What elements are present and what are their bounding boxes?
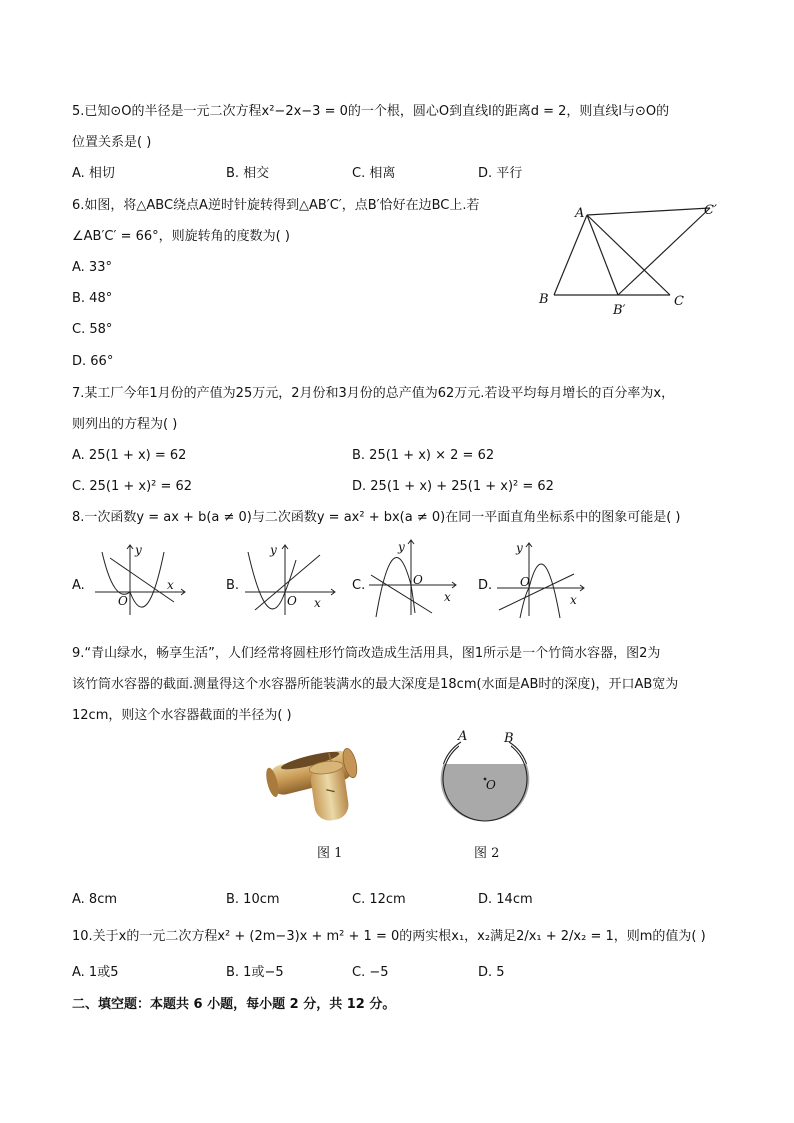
q9-cross-section-figure bbox=[430, 726, 540, 826]
q6-option-b: B. 48° bbox=[72, 291, 113, 306]
q10-option-c: C. −5 bbox=[352, 965, 389, 980]
q6-option-d: D. 66° bbox=[72, 354, 114, 369]
q8-stem-line1: 8.一次函数y = ax + b(a ≠ 0)与二次函数y = ax² + bx(a ≠ 0)在同一平面直角坐标系中的图象可能是( ) bbox=[72, 510, 681, 525]
q9-figure1-caption: 图 1 bbox=[317, 846, 343, 861]
q9-option-d: D. 14cm bbox=[478, 892, 533, 907]
q8-option-d-label: D. bbox=[478, 578, 493, 593]
q8-option-b-label: B. bbox=[226, 578, 240, 593]
q6-stem-line2: ∠AB′C′ = 66°，则旋转角的度数为( ) bbox=[72, 229, 290, 244]
q8-b-y-label: y bbox=[270, 543, 277, 557]
q8-d-x-label: x bbox=[570, 593, 577, 607]
q6-label-a: A bbox=[575, 206, 585, 221]
q8-option-c-label: C. bbox=[352, 578, 366, 593]
q7-option-a: A. 25(1 + x) = 62 bbox=[72, 448, 187, 463]
q6-stem-line1: 6.如图，将△ABC绕点A逆时针旋转得到△AB′C′，点B′恰好在边BC上.若 bbox=[72, 198, 480, 213]
q8-graph-b bbox=[240, 540, 340, 620]
q7-option-c: C. 25(1 + x)² = 62 bbox=[72, 479, 193, 494]
q8-graph-a bbox=[90, 540, 190, 620]
q8-a-y-label: y bbox=[135, 543, 142, 557]
q6-rotation-figure bbox=[530, 195, 760, 320]
q8-b-origin-label: O bbox=[287, 594, 297, 608]
q8-graph-d bbox=[494, 538, 594, 620]
q10-option-b: B. 1或−5 bbox=[226, 965, 284, 980]
q6-label-c-prime: C′ bbox=[704, 203, 717, 218]
q10-option-d: D. 5 bbox=[478, 965, 505, 980]
q9-label-a: A bbox=[458, 729, 468, 744]
q9-figure2-caption: 图 2 bbox=[474, 846, 500, 861]
q6-option-a: A. 33° bbox=[72, 260, 112, 275]
q9-label-b: B bbox=[504, 731, 514, 746]
q8-a-x-label: x bbox=[167, 578, 174, 592]
q5-option-b: B. 相交 bbox=[226, 166, 270, 181]
q9-option-b: B. 10cm bbox=[226, 892, 280, 907]
q5-option-c: C. 相离 bbox=[352, 166, 396, 181]
q7-option-b: B. 25(1 + x) × 2 = 62 bbox=[352, 448, 495, 463]
q10-stem-line1: 10.关于x的一元二次方程x² + (2m−3)x + m² + 1 = 0的两实根x₁，x₂满足2/x₁ + 2/x₂ = 1，则m的值为( ) bbox=[72, 929, 706, 944]
q7-stem-line1: 7.某工厂今年1月份的产值为25万元，2月份和3月份的总产值为62万元.若设平均每月增长的百分率为x， bbox=[72, 386, 675, 401]
q8-c-x-label: x bbox=[444, 590, 451, 604]
q9-stem-line2: 该竹筒水容器的截面.测量得这个水容器所能装满水的最大深度是18cm(水面是AB时的深度)，开口AB宽为 bbox=[72, 677, 679, 692]
q6-label-c: C bbox=[674, 294, 684, 309]
q8-d-origin-label: O bbox=[520, 575, 530, 589]
q8-option-a-label: A. bbox=[72, 578, 85, 593]
q8-d-y-label: y bbox=[516, 541, 523, 555]
q6-label-b: B bbox=[539, 292, 549, 307]
q6-label-b-prime: B′ bbox=[613, 303, 626, 318]
q9-stem-line3: 12cm，则这个水容器截面的半径为( ) bbox=[72, 708, 292, 723]
q8-a-origin-label: O bbox=[118, 594, 128, 608]
q8-c-y-label: y bbox=[398, 540, 405, 554]
q5-option-a: A. 相切 bbox=[72, 166, 115, 181]
q9-label-o: O bbox=[486, 778, 496, 792]
section-2-heading: 二、填空题：本题共 6 小题，每小题 2 分，共 12 分。 bbox=[72, 997, 396, 1012]
q8-c-origin-label: O bbox=[413, 573, 423, 587]
q6-option-c: C. 58° bbox=[72, 322, 113, 337]
q9-option-c: C. 12cm bbox=[352, 892, 406, 907]
q9-option-a: A. 8cm bbox=[72, 892, 118, 907]
q5-stem-line1: 5.已知⊙O的半径是一元二次方程x²−2x−3 = 0的一个根，圆心O到直线l的距离d = 2，则直线l与⊙O的 bbox=[72, 104, 670, 119]
q9-bamboo-photo bbox=[265, 735, 365, 827]
q5-option-d: D. 平行 bbox=[478, 166, 523, 181]
q5-stem-line2: 位置关系是( ) bbox=[72, 135, 152, 150]
q7-stem-line2: 则列出的方程为( ) bbox=[72, 417, 178, 432]
q7-option-d: D. 25(1 + x) + 25(1 + x)² = 62 bbox=[352, 479, 554, 494]
q10-option-a: A. 1或5 bbox=[72, 965, 119, 980]
q8-b-x-label: x bbox=[314, 596, 321, 610]
q8-graph-c bbox=[366, 535, 466, 620]
q9-stem-line1: 9.“青山绿水，畅享生活”，人们经常将圆柱形竹筒改造成生活用具，图1所示是一个竹筒水容器，图2为 bbox=[72, 646, 661, 661]
